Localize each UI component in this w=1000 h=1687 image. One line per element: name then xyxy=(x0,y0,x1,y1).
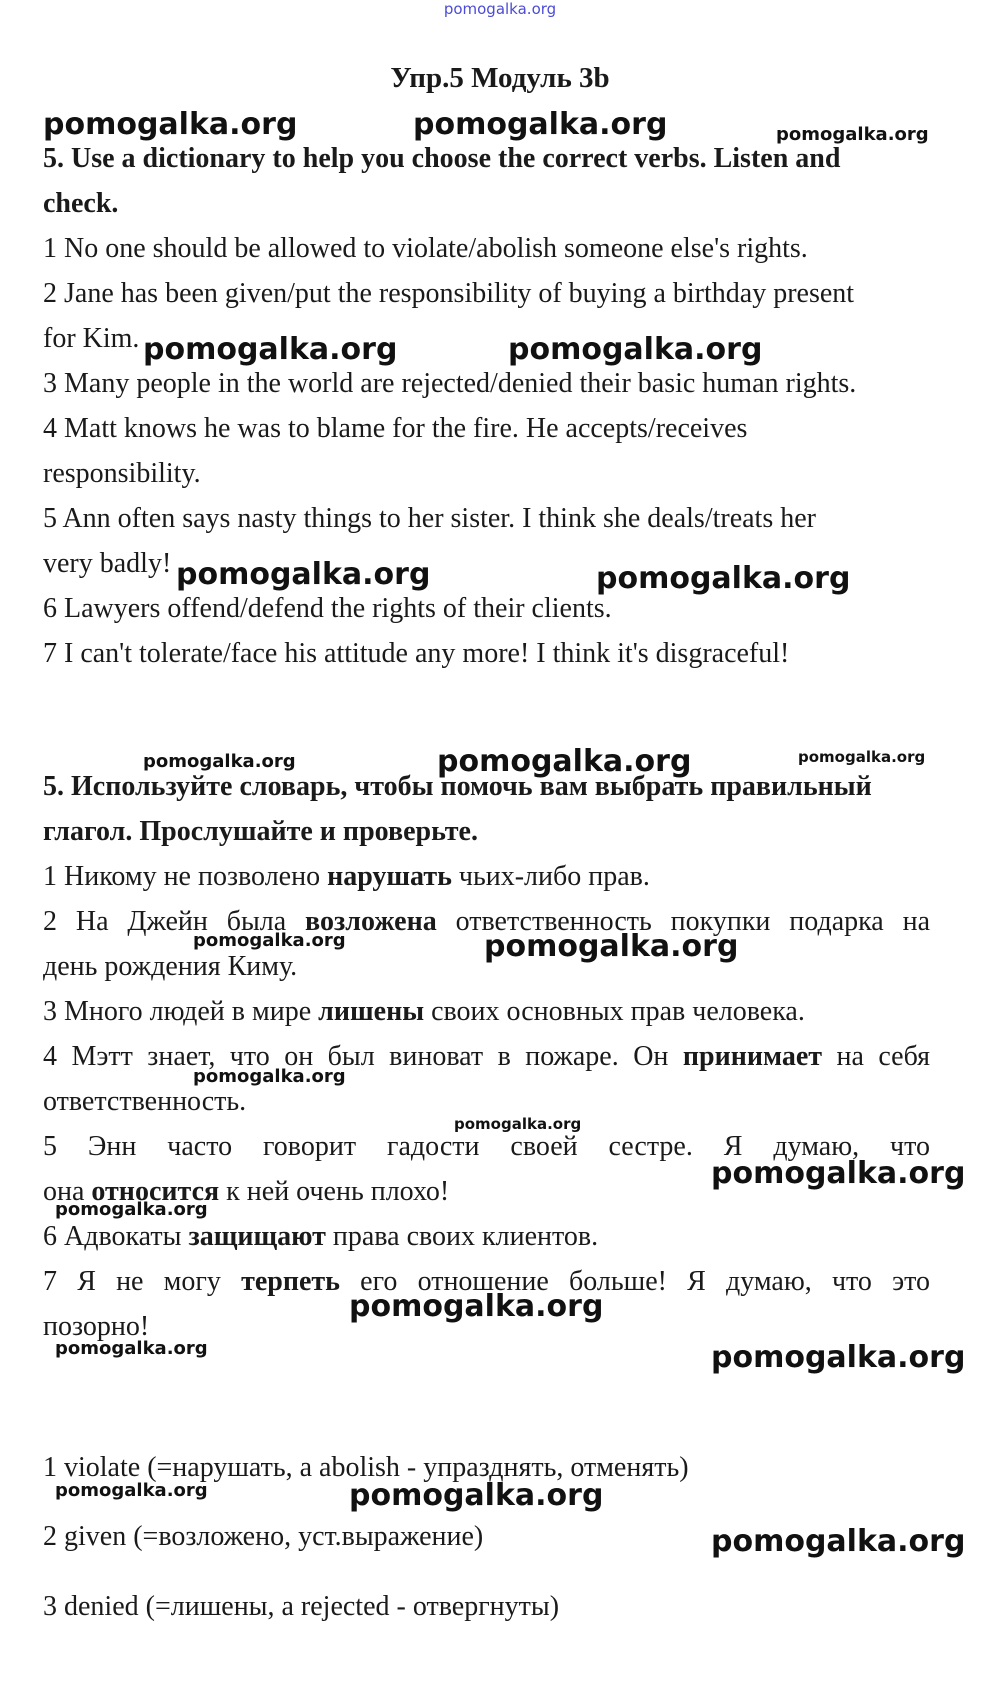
russian-sentence-3: 3 Много людей в мире лишены своих основных прав человека. xyxy=(43,996,805,1027)
english-sentence-4: 4 Matt knows he was to blame for the fire. He accepts/receives xyxy=(43,413,748,444)
watermark: pomogalka.org xyxy=(193,930,346,951)
watermark: pomogalka.org xyxy=(349,1289,604,1324)
english-heading-line1: 5. Use a dictionary to help you choose the correct verbs. Listen and xyxy=(43,143,841,174)
english-sentence-5: 5 Ann often says nasty things to her sister. I think she deals/treats her xyxy=(43,503,816,534)
english-sentence-5-cont: very badly! xyxy=(43,548,172,579)
russian-heading-line1: 5. Используйте словарь, чтобы помочь вам выбрать правильный xyxy=(43,771,872,802)
english-sentence-6: 6 Lawyers offend/defend the rights of their clients. xyxy=(43,593,612,624)
watermark: pomogalka.org xyxy=(143,332,398,367)
watermark: pomogalka.org xyxy=(143,751,296,772)
russian-sentence-5-cont: она относится к ней очень плохо! xyxy=(43,1176,450,1207)
english-heading-line2: check. xyxy=(43,188,119,219)
watermark: pomogalka.org xyxy=(349,1478,604,1513)
watermark: pomogalka.org xyxy=(413,107,668,142)
russian-sentence-6: 6 Адвокаты защищают права своих клиентов. xyxy=(43,1221,599,1252)
english-sentence-2: 2 Jane has been given/put the responsibility of buying a birthday present xyxy=(43,278,855,309)
watermark: pomogalka.org xyxy=(711,1524,966,1559)
russian-heading-line2: глагол. Прослушайте и проверьте. xyxy=(43,816,478,847)
russian-sentence-7: 7 Я не могу терпеть его отношение больше! Я думаю, что это xyxy=(43,1266,930,1297)
watermark: pomogalka.org xyxy=(55,1338,208,1359)
english-sentence-1: 1 No one should be allowed to violate/abolish someone else's rights. xyxy=(43,233,808,264)
english-sentence-7: 7 I can't tolerate/face his attitude any more! I think it's disgraceful! xyxy=(43,638,790,669)
russian-sentence-5: 5 Энн часто говорит гадости своей сестре. Я думаю, что xyxy=(43,1131,930,1162)
top-site-link[interactable]: pomogalka.org xyxy=(443,0,557,18)
russian-sentence-1: 1 Никому не позволено нарушать чьих-либо прав. xyxy=(43,861,650,892)
english-sentence-4-cont: responsibility. xyxy=(43,458,201,489)
russian-sentence-7-cont: позорно! xyxy=(43,1311,150,1342)
watermark: pomogalka.org xyxy=(484,929,739,964)
watermark: pomogalka.org xyxy=(55,1199,208,1220)
page-title: Упр.5 Модуль 3b xyxy=(390,62,610,94)
watermark: pomogalka.org xyxy=(596,561,851,596)
watermark: pomogalka.org xyxy=(437,744,692,779)
russian-sentence-2-cont: день рождения Киму. xyxy=(43,951,298,982)
watermark: pomogalka.org xyxy=(193,1066,346,1087)
watermark: pomogalka.org xyxy=(508,332,763,367)
english-sentence-2-cont: for Kim. xyxy=(43,323,140,354)
watermark: pomogalka.org xyxy=(454,1115,582,1133)
answer-1: 1 violate (=нарушать, a abolish - упразднять, отменять) xyxy=(43,1452,689,1483)
watermark: pomogalka.org xyxy=(711,1340,966,1375)
russian-sentence-4-cont: ответственность. xyxy=(43,1086,247,1117)
watermark: pomogalka.org xyxy=(798,748,926,766)
watermark: pomogalka.org xyxy=(43,107,298,142)
watermark: pomogalka.org xyxy=(711,1156,966,1191)
watermark: pomogalka.org xyxy=(176,557,431,592)
answer-3: 3 denied (=лишены, a rejected - отвергнуты) xyxy=(43,1591,560,1622)
russian-sentence-4: 4 Мэтт знает, что он был виноват в пожаре. Он принимает на себя xyxy=(43,1041,931,1072)
watermark: pomogalka.org xyxy=(776,124,929,145)
watermark: pomogalka.org xyxy=(55,1480,208,1501)
russian-sentence-2: 2 На Джейн была возложена ответственность покупки подарка на xyxy=(43,906,930,937)
english-sentence-3: 3 Many people in the world are rejected/denied their basic human rights. xyxy=(43,368,857,399)
answer-2: 2 given (=возложено, уст.выражение) xyxy=(43,1521,484,1552)
